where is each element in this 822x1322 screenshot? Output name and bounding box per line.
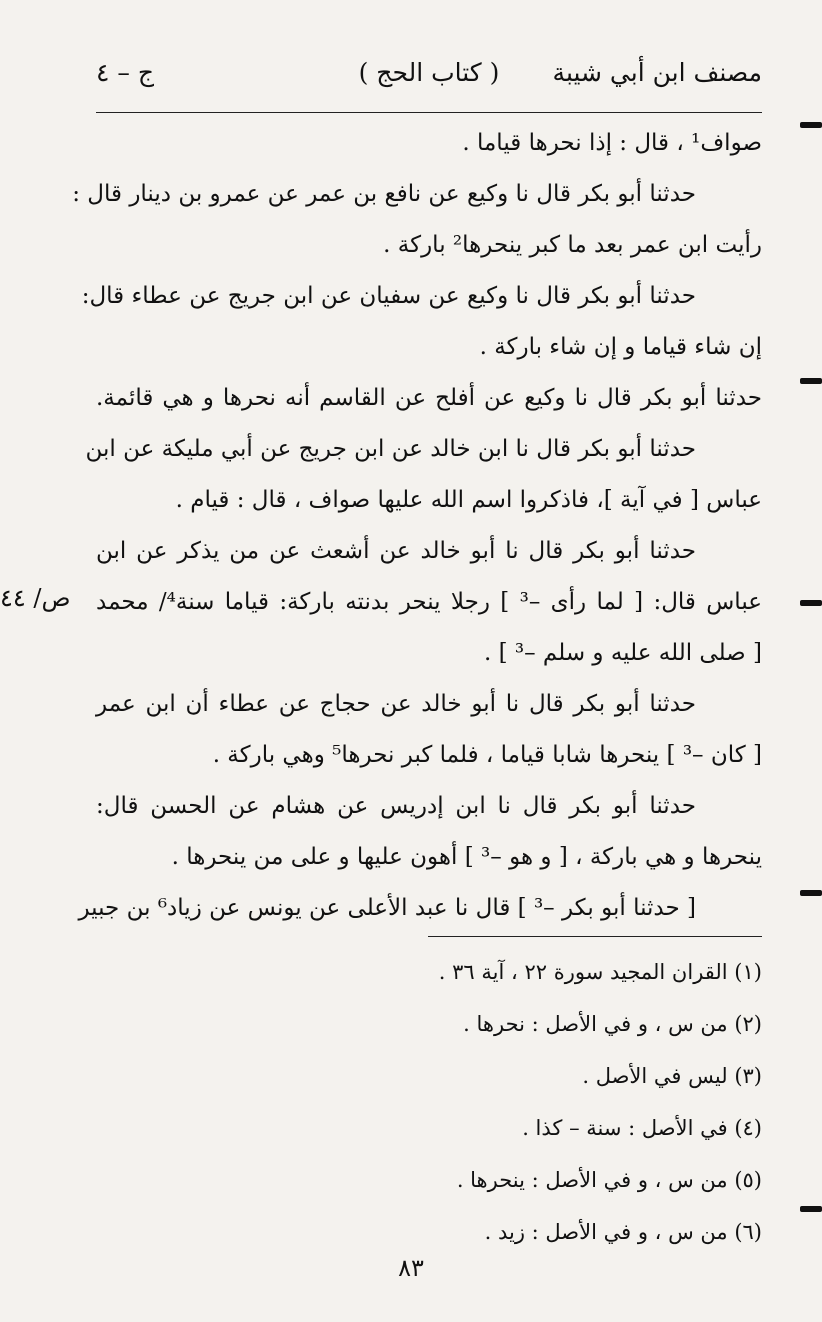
margin-page-reference: ص/ ٤٤ bbox=[0, 584, 71, 612]
text-line: رأيت ابن عمر بعد ما كبر ينحرها² باركة . bbox=[383, 232, 762, 258]
margin-tick-mark bbox=[800, 890, 822, 896]
text-line: [ كان –³ ] ينحرها شابا قياما ، فلما كبر نحرها⁵ وهي باركة . bbox=[212, 742, 762, 768]
text-line: ينحرها و هي باركة ، [ و هو –³ ] أهون عليها و على من ينحرها . bbox=[171, 844, 762, 870]
footnote: (٣) ليس في الأصل . bbox=[582, 1064, 762, 1088]
margin-tick-mark bbox=[800, 122, 822, 128]
text-line: حدثنا أبو بكر قال نا ابن إدريس عن هشام عن الحسن قال: bbox=[96, 793, 696, 819]
page-number: ٨٣ bbox=[398, 1254, 424, 1282]
footnote: (٦) من س ، و في الأصل : زيد . bbox=[484, 1220, 762, 1244]
text-line: [ حدثنا أبو بكر –³ ] قال نا عبد الأعلى عن يونس عن زياد⁶ بن جبير bbox=[78, 895, 696, 921]
header-rule bbox=[96, 112, 762, 113]
text-line: حدثنا أبو بكر قال نا وكيع عن أفلح عن القاسم أنه نحرها و هي قائمة. bbox=[96, 385, 762, 411]
running-header bbox=[96, 52, 762, 102]
margin-tick-mark bbox=[800, 600, 822, 606]
text-line: حدثنا أبو بكر قال نا وكيع عن سفيان عن ابن جريج عن عطاء قال: bbox=[81, 283, 696, 309]
text-line: حدثنا أبو بكر قال نا أبو خالد عن حجاج عن عطاء أن ابن عمر bbox=[96, 691, 696, 717]
volume-label: ج – ٤ bbox=[96, 58, 154, 87]
text-line: [ صلى الله عليه و سلم –³ ] . bbox=[483, 640, 762, 666]
footnote: (٤) في الأصل : سنة – كذا . bbox=[522, 1116, 762, 1140]
footnote-rule bbox=[428, 936, 762, 937]
text-line: عباس قال: [ لما رأى –³ ] رجلا ينحر بدنته باركة: قياما سنة⁴/ محمد bbox=[96, 589, 762, 615]
footnote: (٥) من س ، و في الأصل : ينحرها . bbox=[456, 1168, 762, 1192]
text-line: حدثنا أبو بكر قال نا أبو خالد عن أشعث عن من يذكر عن ابن bbox=[96, 538, 696, 564]
text-line: حدثنا أبو بكر قال نا ابن خالد عن ابن جريج عن أبي مليكة عن ابن bbox=[85, 436, 696, 462]
book-title: مصنف ابن أبي شيبة bbox=[552, 58, 762, 87]
text-line: إن شاء قياما و إن شاء باركة . bbox=[479, 334, 762, 360]
margin-tick-mark bbox=[800, 378, 822, 384]
text-line: عباس [ في آية ]، فاذكروا اسم الله عليها صواف ، قال : قيام . bbox=[175, 487, 762, 513]
text-line: صواف¹ ، قال : إذا نحرها قياما . bbox=[462, 130, 762, 156]
main-text bbox=[72, 118, 762, 934]
margin-tick-mark bbox=[800, 1206, 822, 1212]
text-line: حدثنا أبو بكر قال نا وكيع عن نافع بن عمر عن عمرو بن دينار قال : bbox=[72, 181, 696, 207]
footnotes bbox=[96, 946, 762, 1258]
section-title: ( كتاب الحج ) bbox=[358, 58, 500, 87]
footnote: (٢) من س ، و في الأصل : نحرها . bbox=[463, 1012, 762, 1036]
footnote: (١) القران المجيد سورة ٢٢ ، آية ٣٦ . bbox=[438, 960, 762, 984]
